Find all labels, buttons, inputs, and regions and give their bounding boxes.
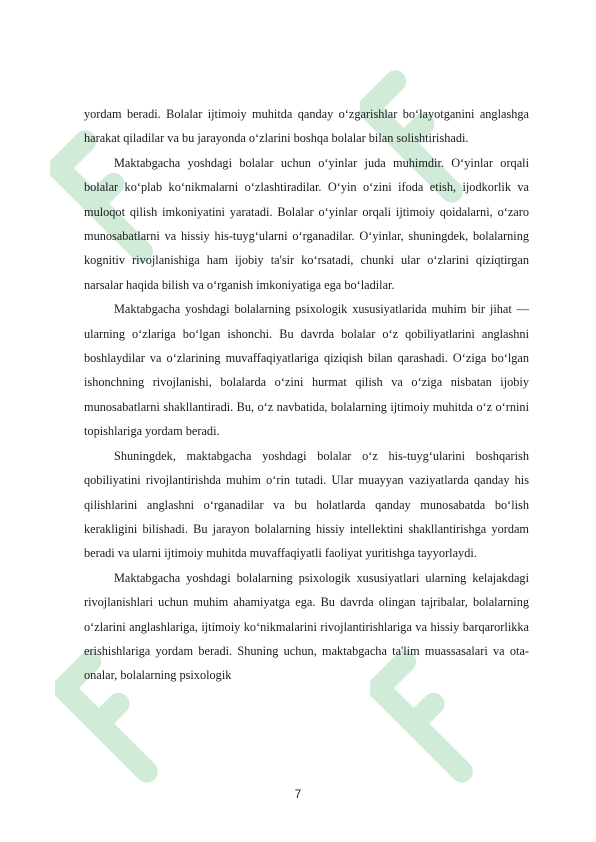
page-number: 7 [294,787,302,801]
paragraph: yordam beradi. Bolalar ijtimoiy muhitda qanday o‘zgarishlar bo‘layotganini anglashga harakat qiladilar va bu jarayonda o‘zlarini boshqa bolalar bilan solishtirishadi. [84,107,529,146]
paragraph: Shuningdek, maktabgacha yoshdagi bolalar o‘z his-tuyg‘ularini boshqarish qobiliyatini rivojlantirishda muhim o‘rin tutadi. Ular muayyan vaziyatlarda qanday his qilishlarini anglashni o‘rganadilar va bu holatlarda qanday munosabatda bo‘lish kerakligini bilishadi. Bu jarayon bolalarning hissiy intellektini shakllantirishga yordam beradi va ularni ijtimoiy muhitda muvaffaqiyatli faoliyat yuritishga tayyorlaydi. [84,448,529,561]
body-text [84,102,529,688]
paragraph: Maktabgacha yoshdagi bolalarning psixologik xususiyatlarida muhim bir jihat — ularning o‘zlariga bo‘lgan ishonchi. Bu davrda bolalar o‘z qobiliyatlarini anglashni boshlaydilar va o‘zlarining muvaffaqiyatlariga qiziqish bilan qarashadi. O‘ziga bo‘lgan ishonchning rivojlanishi, bolalarda o‘zini hurmat qilish va o‘ziga nisbatan ijobiy munosabatlarni shakllantiradi. Bu, o‘z navbatida, bolalarning ijtimoiy muhitda o‘z o‘rnini topishlariga yordam beradi. [84,302,529,439]
paragraph: Maktabgacha yoshdagi bolalar uchun o‘yinlar juda muhimdir. O‘yinlar orqali bolalar ko‘plab ko‘nikmalarni o‘zlashtiradilar. O‘yin o‘zini ifoda etish, ijodkorlik va muloqot qilish imkoniyatini yaratadi. Bolalar o‘yinlar orqali ijtimoiy qoidalarni, o‘zaro munosabatlarni va hissiy his-tuyg‘ularni o‘rganadilar. O‘yinlar, shuningdek, bolalarning kognitiv rivojlanishiga ham ijobiy ta'sir ko‘rsatadi, chunki ular o‘zlarini qiziqtirgan narsalar haqida bilish va o‘rganish imkoniyatiga ega bo‘ladilar. [84,155,529,292]
paragraph: Maktabgacha yoshdagi bolalarning psixologik xususiyatlari ularning kelajakdagi rivojlanishlari uchun muhim ahamiyatga ega. Bu davrda olingan tajribalar, bolalarning o‘zlarini anglashlariga, ijtimoiy ko‘nikmalarini rivojlantirishlariga va hissiy barqarorlikka erishishlariga yordam beradi. Shuning uchun, maktabgacha ta'lim muassasalari va ota-onalar, bolalarning psixologik [84,570,529,683]
